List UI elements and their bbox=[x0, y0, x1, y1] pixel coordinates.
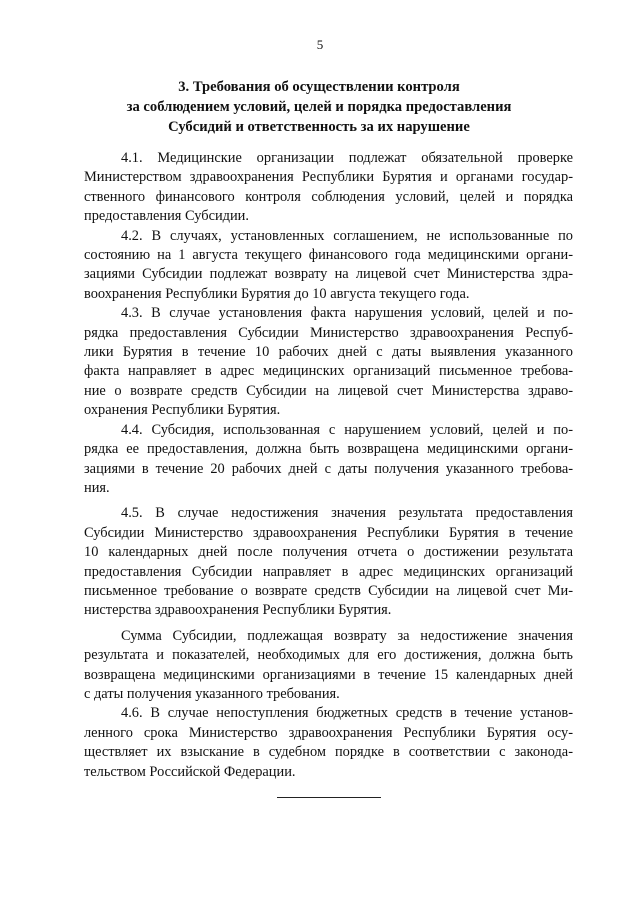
text-line: письменное требование о возврате средств Субсидии на лицевой счет Ми- bbox=[84, 582, 573, 599]
text-line: 10 календарных дней после получения отчета о достижении результата bbox=[84, 544, 573, 561]
section-heading-line: 3. Требования об осуществлении контроля bbox=[178, 79, 460, 95]
text-line: результата и показателей, необходимых для его достижения, должна быть bbox=[84, 647, 573, 664]
text-line: факта направляет в адрес медицинских организаций письменное требова- bbox=[84, 363, 573, 380]
end-of-section-rule bbox=[277, 797, 381, 798]
text-line: рядка ее предоставления, должна быть возвращена медицинскими органи- bbox=[84, 441, 573, 458]
text-line: зациями Субсидии подлежат возврату на лицевой счет Министерства здра- bbox=[84, 266, 573, 283]
text-line: предоставления Субсидии направляет в адрес медицинских организаций bbox=[84, 563, 573, 580]
text-line: 4.1. Медицинские организации подлежат обязательной проверке bbox=[121, 150, 573, 166]
text-line: нистерства здравоохранения Республики Бурятия. bbox=[84, 602, 392, 619]
text-line: возвращена медицинскими организациями в течение 15 календарных дней bbox=[84, 666, 573, 683]
text-line: ния. bbox=[84, 479, 110, 496]
text-line: 4.4. Субсидия, использованная с нарушением условий, целей и по- bbox=[121, 421, 573, 438]
text-line: Сумма Субсидии, подлежащая возврату за недостижение значения bbox=[121, 627, 573, 644]
text-line: рядка предоставления Субсидии Министерство здравоохранения Респуб- bbox=[84, 324, 573, 341]
text-line: ленного срока Министерство здравоохранения Республики Бурятия осу- bbox=[84, 724, 573, 741]
text-line: тельством Российской Федерации. bbox=[84, 763, 296, 780]
paragraph-4-6 bbox=[84, 704, 573, 782]
text-line: воохранения Республики Бурятия до 10 августа текущего года. bbox=[84, 285, 470, 302]
text-line: состоянию на 1 августа текущего финансового года медицинскими органи- bbox=[84, 247, 573, 264]
text-line: ществляет их взыскание в судебном порядке в соответствии с законода- bbox=[84, 744, 573, 761]
text-line: лики Бурятия в течение 10 рабочих дней с даты выявления указанного bbox=[84, 344, 573, 361]
text-line: Субсидии Министерство здравоохранения Республики Бурятия в течение bbox=[84, 524, 573, 541]
section-heading bbox=[80, 77, 558, 137]
text-line: предоставления Субсидии. bbox=[84, 208, 249, 225]
text-line: с даты получения указанного требования. bbox=[84, 685, 340, 702]
text-line: зациями в течение 20 рабочих дней с даты получения указанного требова- bbox=[84, 460, 573, 477]
section-heading-line: Субсидий и ответственность за их нарушение bbox=[168, 119, 470, 135]
paragraph-4-3 bbox=[84, 304, 573, 420]
section-heading-line: за соблюдением условий, целей и порядка предоставления bbox=[126, 99, 512, 115]
page-number: 5 bbox=[316, 37, 324, 52]
paragraph-4-1 bbox=[84, 149, 573, 227]
paragraph-4-4 bbox=[84, 421, 573, 499]
text-line: охранения Республики Бурятия. bbox=[84, 402, 281, 419]
paragraph-4-2 bbox=[84, 227, 573, 305]
section-body bbox=[84, 149, 573, 782]
paragraph-4-5 bbox=[84, 504, 573, 620]
text-line: ственного финансового контроля соблюдения условий, целей и порядка bbox=[84, 188, 573, 205]
text-line: 4.5. В случае недостижения значения результата предоставления bbox=[121, 505, 573, 522]
paragraph-subsidy-amount bbox=[84, 627, 573, 705]
text-line: ние о возврате средств Субсидии на лицевой счет Министерства здраво- bbox=[84, 382, 573, 399]
text-line: Министерством здравоохранения Республики Бурятия и органами государ- bbox=[84, 169, 573, 186]
text-line: 4.2. В случаях, установленных соглашением, не использованные по bbox=[121, 227, 573, 244]
text-line: 4.6. В случае непоступления бюджетных средств в течение установ- bbox=[121, 705, 573, 722]
text-line: 4.3. В случае установления факта нарушения условий, целей и по- bbox=[121, 305, 573, 322]
